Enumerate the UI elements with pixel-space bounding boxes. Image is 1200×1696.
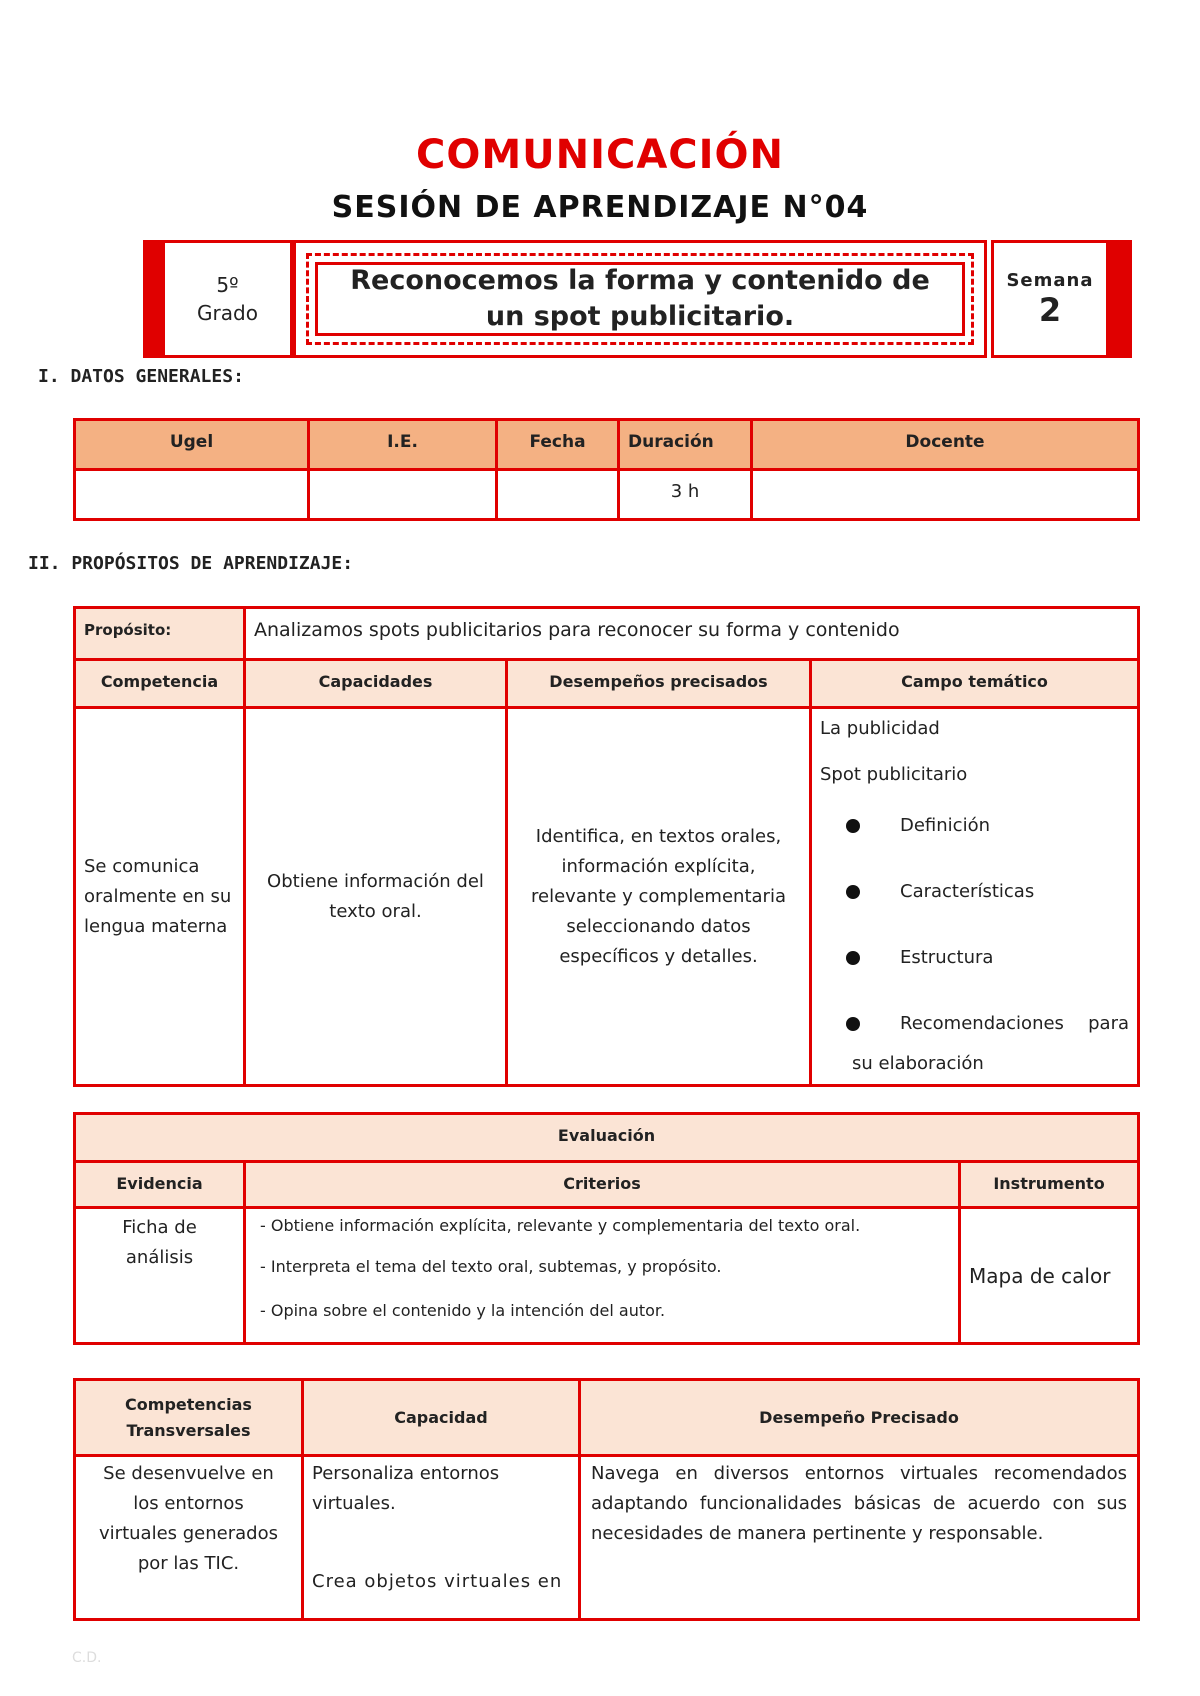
transversales-table	[73, 1378, 1140, 1621]
criterio-item: - Interpreta el tema del texto oral, subtemas, y propósito.	[260, 1257, 722, 1276]
transversal-competencia: Se desenvuelve en los entornos virtuales generados por las TIC.	[75, 1456, 303, 1620]
col-competencias-transversales: Competencias Transversales	[75, 1380, 303, 1456]
bullet-icon	[846, 819, 860, 833]
col-capacidades: Capacidades	[245, 660, 507, 708]
proposito-label: Propósito:	[75, 608, 245, 660]
datos-table	[73, 418, 1140, 521]
campo-bullet: Estructura	[820, 943, 1129, 973]
grade-number: 5º	[216, 273, 239, 297]
docente-value	[752, 470, 1139, 520]
evaluacion-table	[73, 1112, 1140, 1345]
criterio-item: - Obtiene información explícita, relevante y complementaria del texto oral.	[260, 1216, 861, 1235]
grade-box	[165, 240, 293, 358]
competencia-cell: Se comunica oralmente en su lengua materna	[75, 708, 245, 1086]
col-capacidad: Capacidad	[303, 1380, 580, 1456]
col-desempeno-precisado: Desempeño Precisado	[580, 1380, 1139, 1456]
transversal-desempeno: Navega en diversos entornos virtuales recomendados adaptando funcionalidades básicas de acuerdo con sus necesidades de manera pertinente y responsable.	[580, 1456, 1139, 1620]
ie-value	[309, 470, 497, 520]
week-box	[991, 240, 1106, 358]
page-title: COMUNICACIÓN	[415, 132, 785, 178]
col-instrumento: Instrumento	[960, 1162, 1139, 1208]
campo-bullet: Definición	[820, 811, 1129, 841]
campo-bullet: Características	[820, 877, 1129, 907]
col-evidencia: Evidencia	[75, 1162, 245, 1208]
col-docente: Docente	[752, 420, 1139, 470]
col-criterios: Criterios	[245, 1162, 960, 1208]
duracion-value: 3 h	[619, 470, 752, 520]
desempenos-cell: Identifica, en textos orales, información explícita, relevante y complementaria seleccionando datos específicos y detalles.	[507, 708, 811, 1086]
criterios-cell	[245, 1208, 960, 1344]
criterio-item: - Opina sobre el contenido y la intención del autor.	[260, 1301, 666, 1320]
right-red-bar	[1106, 240, 1132, 358]
col-ie: I.E.	[309, 420, 497, 470]
bullet-icon	[846, 1017, 860, 1031]
col-competencia: Competencia	[75, 660, 245, 708]
ugel-value	[75, 470, 309, 520]
campo-cell	[811, 708, 1139, 1086]
week-number: 2	[1038, 290, 1062, 329]
col-ugel: Ugel	[75, 420, 309, 470]
transversal-capacidad: Personaliza entornos virtuales. Crea objetos virtuales en	[303, 1456, 580, 1620]
session-topic: Reconocemos la forma y contenido de un spot publicitario.	[315, 262, 965, 336]
proposito-text: Analizamos spots publicitarios para reconocer su forma y contenido	[245, 608, 1139, 660]
left-red-bar	[143, 240, 165, 358]
week-label: Semana	[1006, 269, 1094, 291]
fecha-value	[497, 470, 619, 520]
grade-label: Grado	[197, 301, 258, 325]
campo-bullet: Recomendaciones para	[820, 1009, 1129, 1039]
col-campo: Campo temático	[811, 660, 1139, 708]
col-duracion: Duración	[619, 420, 752, 470]
bullet-icon	[846, 885, 860, 899]
capacidades-cell: Obtiene información del texto oral.	[245, 708, 507, 1086]
propositos-table	[73, 606, 1140, 1087]
footer-mark: C.D.	[72, 1650, 102, 1666]
section-propositos: II. PROPÓSITOS DE APRENDIZAJE:	[28, 553, 354, 574]
session-title: SESIÓN DE APRENDIZAJE N°04	[331, 190, 869, 225]
section-datos-generales: I. DATOS GENERALES:	[38, 366, 244, 387]
topic-box	[293, 240, 987, 358]
bullet-icon	[846, 951, 860, 965]
campo-bullet-continuation: su elaboración	[852, 1053, 984, 1074]
col-fecha: Fecha	[497, 420, 619, 470]
col-desempenos: Desempeños precisados	[507, 660, 811, 708]
evaluacion-title: Evaluación	[75, 1114, 1139, 1162]
instrumento-cell: Mapa de calor	[960, 1208, 1139, 1344]
campo-item: La publicidad	[820, 718, 940, 739]
campo-item: Spot publicitario	[820, 764, 968, 785]
evidencia-cell: Ficha de análisis	[75, 1208, 245, 1344]
